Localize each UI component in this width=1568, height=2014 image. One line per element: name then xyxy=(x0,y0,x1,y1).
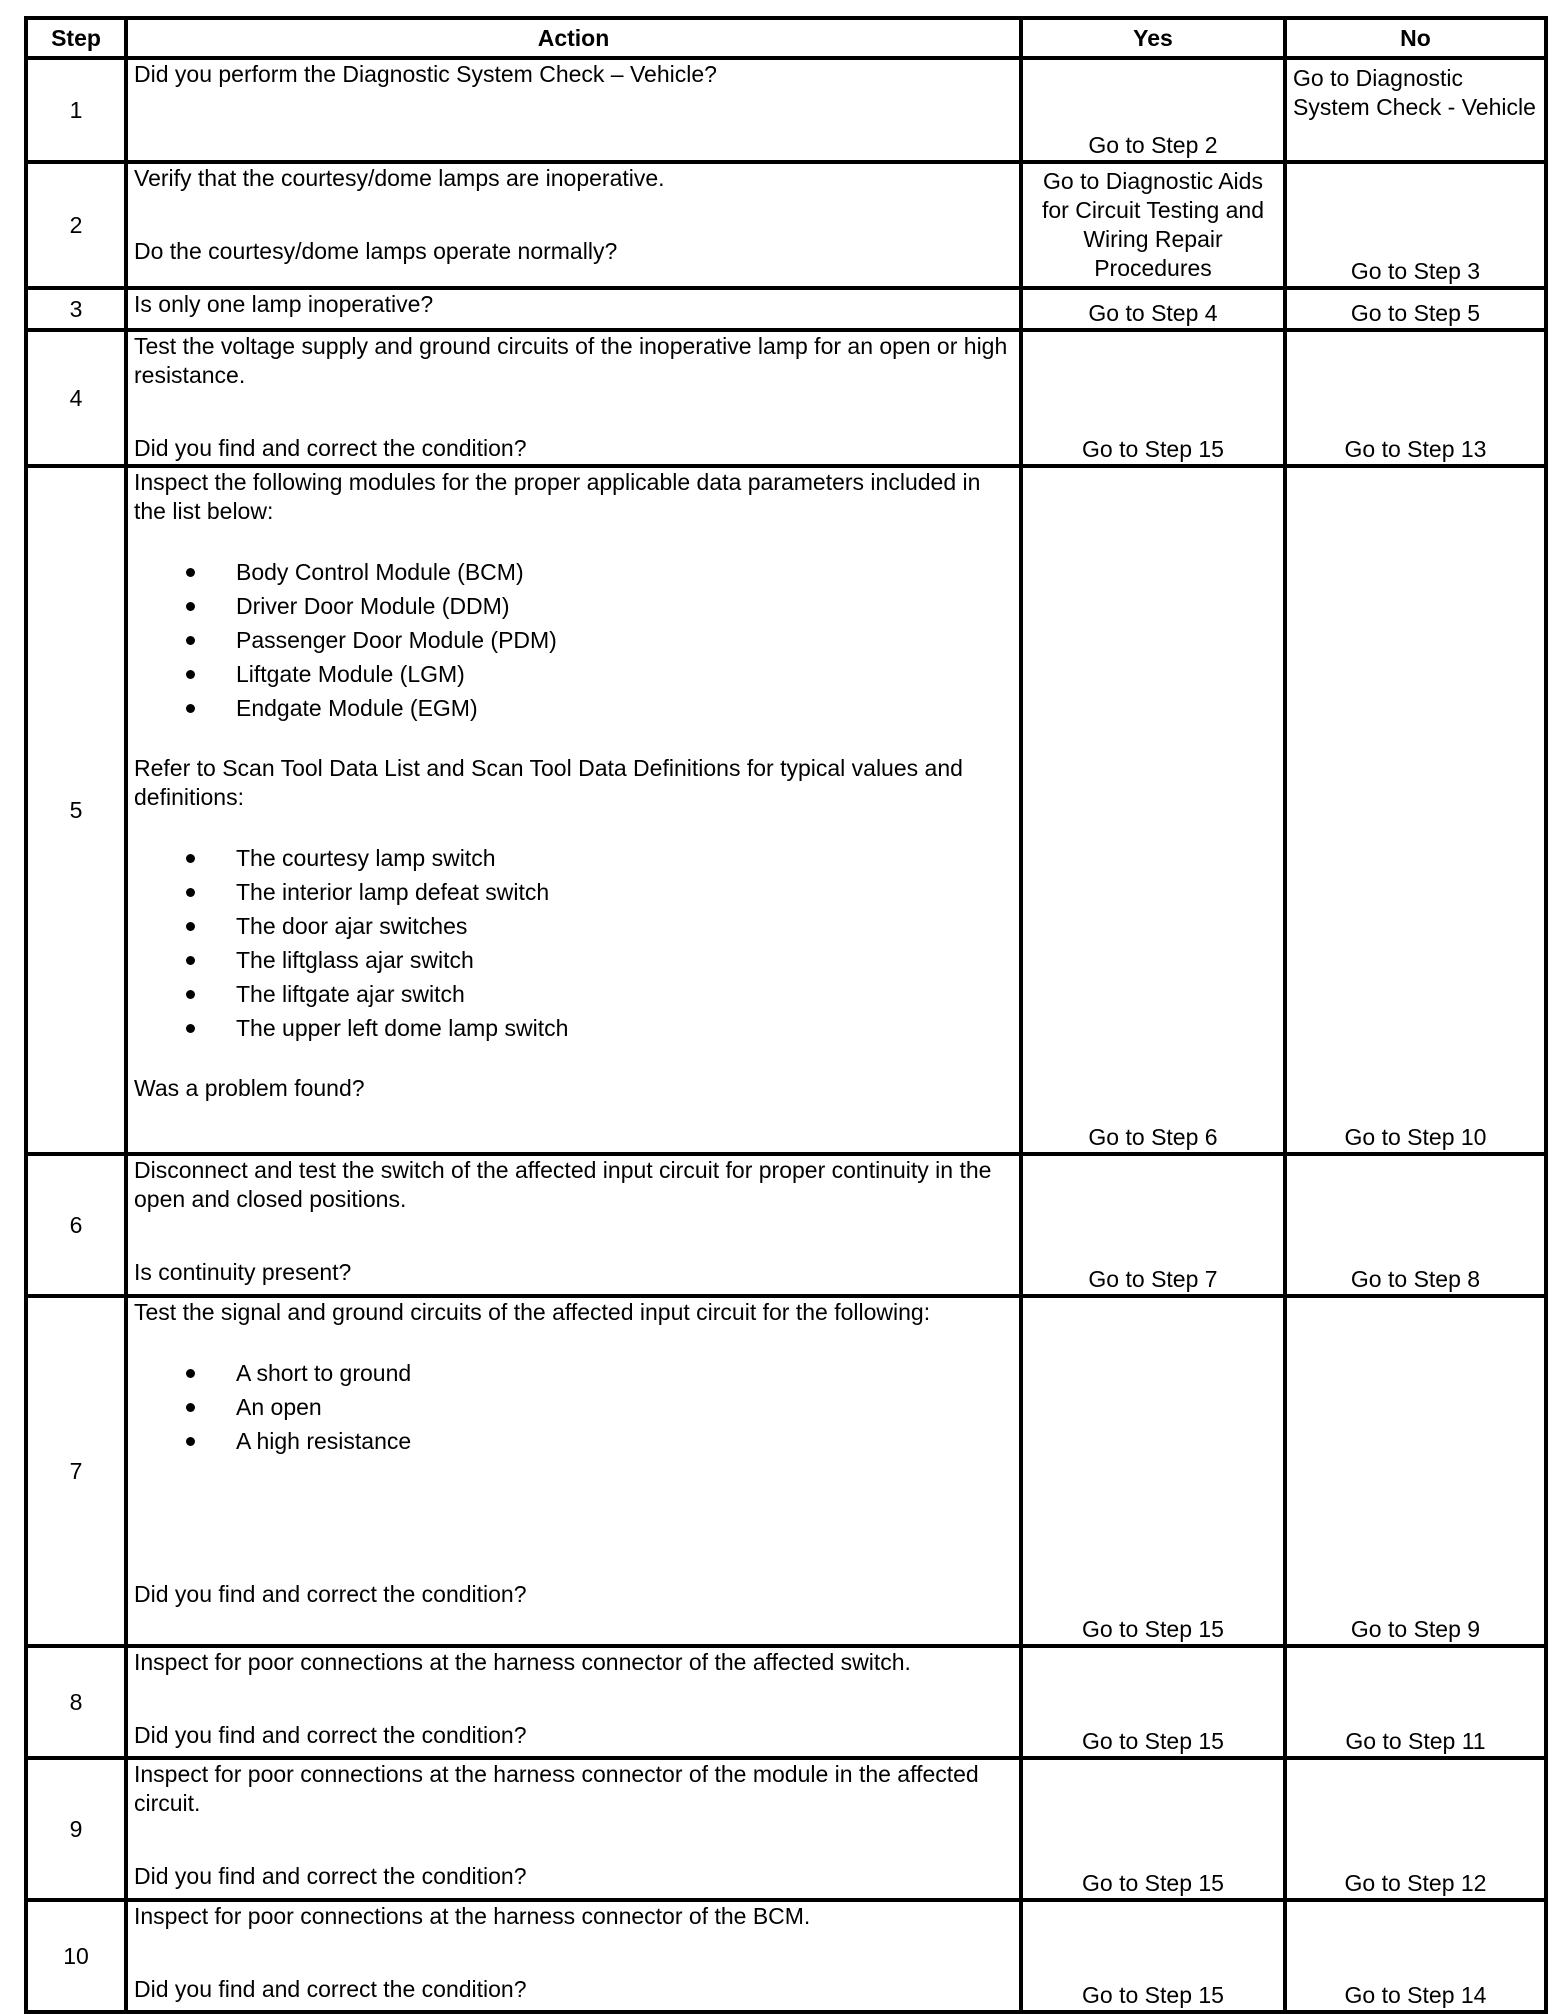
bullet-icon xyxy=(186,990,195,999)
list-item: The liftgate ajar switch xyxy=(134,977,1013,1011)
action-text: Test the signal and ground circuits of the affected input circuit for the following: xyxy=(134,1299,931,1325)
list-item: The interior lamp defeat switch xyxy=(134,875,1013,909)
action-cell xyxy=(126,162,1021,288)
no-cell: Go to Step 14 xyxy=(1285,1900,1546,2012)
step-number: 9 xyxy=(26,1758,126,1900)
yes-cell: Go to Step 15 xyxy=(1021,1758,1285,1900)
step-number: 8 xyxy=(26,1646,126,1758)
fault-list xyxy=(134,1356,1013,1458)
bullet-icon xyxy=(186,956,195,965)
no-cell: Go to Step 12 xyxy=(1285,1758,1546,1900)
action-question: Did you find and correct the condition? xyxy=(134,1863,527,1889)
action-question: Did you find and correct the condition? xyxy=(134,1976,527,2002)
list-item: A short to ground xyxy=(134,1356,1013,1390)
no-cell: Go to Step 13 xyxy=(1285,330,1546,466)
action-text: Did you perform the Diagnostic System Check – Vehicle? xyxy=(134,61,717,87)
bullet-icon xyxy=(186,1369,195,1378)
bullet-icon xyxy=(186,704,195,713)
list-item: The liftglass ajar switch xyxy=(134,943,1013,977)
yes-cell: Go to Step 4 xyxy=(1021,288,1285,330)
action-text: Is only one lamp inoperative? xyxy=(134,291,434,317)
action-text: Refer to Scan Tool Data List and Scan Tool Data Definitions for typical values and definitions: xyxy=(134,755,963,810)
header-yes: Yes xyxy=(1021,18,1285,58)
yes-cell: Go to Step 2 xyxy=(1021,58,1285,162)
bullet-icon xyxy=(186,1403,195,1412)
step-number: 4 xyxy=(26,330,126,466)
step-number: 3 xyxy=(26,288,126,330)
bullet-icon xyxy=(186,854,195,863)
table-row xyxy=(26,330,1546,466)
table-row xyxy=(26,1900,1546,2012)
bullet-icon xyxy=(186,636,195,645)
bullet-icon xyxy=(186,1437,195,1446)
action-cell xyxy=(126,466,1021,1154)
action-cell xyxy=(126,1900,1021,2012)
list-item: Passenger Door Module (PDM) xyxy=(134,623,1013,657)
action-question: Did you find and correct the condition? xyxy=(134,435,527,461)
step-number: 1 xyxy=(26,58,126,162)
list-item: Driver Door Module (DDM) xyxy=(134,589,1013,623)
no-cell: Go to Step 9 xyxy=(1285,1296,1546,1646)
action-question: Did you find and correct the condition? xyxy=(134,1581,527,1607)
table-row xyxy=(26,466,1546,1154)
action-cell xyxy=(126,1758,1021,1900)
table-row xyxy=(26,58,1546,162)
step-number: 2 xyxy=(26,162,126,288)
table-row xyxy=(26,1758,1546,1900)
table-row xyxy=(26,1646,1546,1758)
header-step: Step xyxy=(26,18,126,58)
action-question: Do the courtesy/dome lamps operate normally? xyxy=(134,238,618,264)
no-cell: Go to Step 8 xyxy=(1285,1154,1546,1296)
no-cell: Go to Step 10 xyxy=(1285,466,1546,1154)
action-question: Was a problem found? xyxy=(134,1075,365,1101)
bullet-icon xyxy=(186,888,195,897)
bullet-icon xyxy=(186,1024,195,1033)
header-row xyxy=(26,18,1546,58)
yes-cell: Go to Step 6 xyxy=(1021,466,1285,1154)
table-row xyxy=(26,1154,1546,1296)
action-cell xyxy=(126,58,1021,162)
action-cell xyxy=(126,288,1021,330)
list-item: The door ajar switches xyxy=(134,909,1013,943)
table-row xyxy=(26,288,1546,330)
table-row xyxy=(26,162,1546,288)
yes-cell: Go to Step 15 xyxy=(1021,330,1285,466)
bullet-icon xyxy=(186,568,195,577)
action-cell xyxy=(126,330,1021,466)
table-row xyxy=(26,1296,1546,1646)
action-cell xyxy=(126,1296,1021,1646)
list-item: An open xyxy=(134,1390,1013,1424)
action-cell xyxy=(126,1646,1021,1758)
no-cell: Go to Diagnostic System Check - Vehicle xyxy=(1285,58,1546,162)
step-number: 10 xyxy=(26,1900,126,2012)
yes-cell: Go to Step 15 xyxy=(1021,1296,1285,1646)
parameter-list xyxy=(134,841,1013,1045)
action-text: Verify that the courtesy/dome lamps are inoperative. xyxy=(134,165,665,191)
bullet-icon xyxy=(186,922,195,931)
action-text: Inspect for poor connections at the harness connector of the affected switch. xyxy=(134,1649,911,1675)
step-number: 7 xyxy=(26,1296,126,1646)
action-text: Inspect the following modules for the proper applicable data parameters included in the list below: xyxy=(134,469,981,524)
module-list xyxy=(134,555,1013,725)
action-question: Did you find and correct the condition? xyxy=(134,1722,527,1748)
list-item: Liftgate Module (LGM) xyxy=(134,657,1013,691)
yes-cell: Go to Step 15 xyxy=(1021,1646,1285,1758)
list-item: Body Control Module (BCM) xyxy=(134,555,1013,589)
yes-cell: Go to Step 15 xyxy=(1021,1900,1285,2012)
bullet-icon xyxy=(186,602,195,611)
yes-cell: Go to Diagnostic Aids for Circuit Testing and Wiring Repair Procedures xyxy=(1021,162,1285,288)
list-item: The upper left dome lamp switch xyxy=(134,1011,1013,1045)
action-cell xyxy=(126,1154,1021,1296)
step-number: 6 xyxy=(26,1154,126,1296)
no-cell: Go to Step 3 xyxy=(1285,162,1546,288)
action-question: Is continuity present? xyxy=(134,1259,352,1285)
action-text: Disconnect and test the switch of the affected input circuit for proper continuity in the open and closed positions. xyxy=(134,1157,992,1212)
bullet-icon xyxy=(186,670,195,679)
action-text: Inspect for poor connections at the harness connector of the module in the affected circuit. xyxy=(134,1761,979,1816)
action-text: Inspect for poor connections at the harness connector of the BCM. xyxy=(134,1903,811,1929)
diagnostic-table xyxy=(24,16,1548,2014)
action-text: Test the voltage supply and ground circuits of the inoperative lamp for an open or high resistance. xyxy=(134,333,1008,388)
no-cell: Go to Step 11 xyxy=(1285,1646,1546,1758)
list-item: A high resistance xyxy=(134,1424,1013,1458)
step-number: 5 xyxy=(26,466,126,1154)
header-action: Action xyxy=(126,18,1021,58)
yes-cell: Go to Step 7 xyxy=(1021,1154,1285,1296)
header-no: No xyxy=(1285,18,1546,58)
list-item: Endgate Module (EGM) xyxy=(134,691,1013,725)
list-item: The courtesy lamp switch xyxy=(134,841,1013,875)
no-cell: Go to Step 5 xyxy=(1285,288,1546,330)
